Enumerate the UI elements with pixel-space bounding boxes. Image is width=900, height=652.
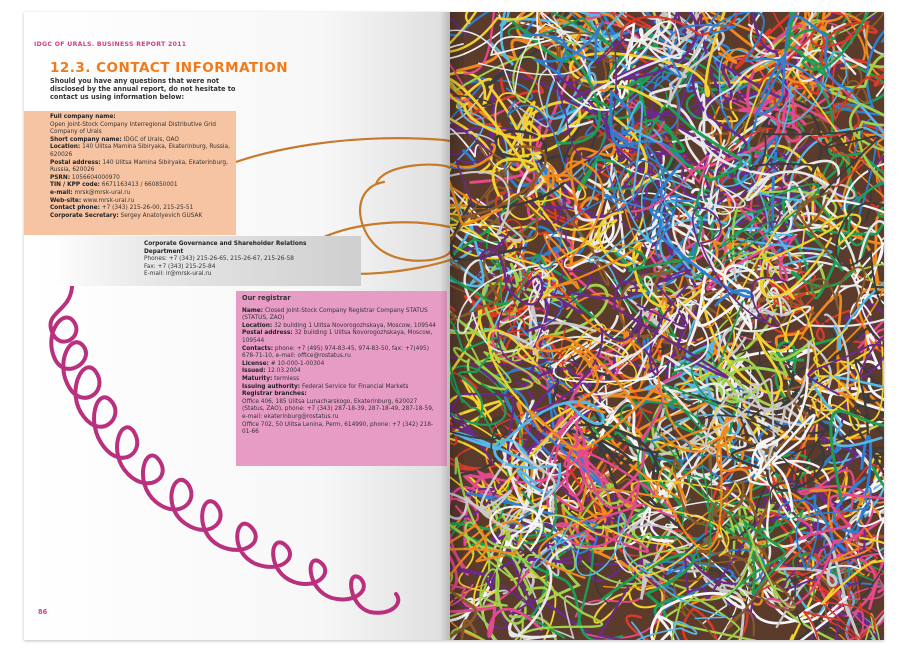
label: Contact phone:	[50, 205, 100, 212]
label: PSRN:	[50, 174, 71, 181]
label: Issued:	[242, 368, 266, 375]
company-location: 140 Ulitsa Mamina Sibiryaka, Ekaterinburg, Russia, 620026	[50, 144, 230, 158]
label: Location:	[242, 322, 273, 329]
label: Maturity:	[242, 375, 273, 382]
company-tin: 6671163413 / 660850001	[101, 182, 178, 189]
label: Contacts:	[242, 345, 274, 352]
department-fax: Fax: +7 (343) 215-25-84	[144, 263, 216, 270]
label: Postal address:	[242, 330, 293, 337]
label: Postal address:	[50, 159, 101, 166]
company-postal: 140 Ulitsa Mamina Sibiryaka, Ekaterinburg, Russia, 620026	[50, 159, 228, 174]
company-phone: +7 (343) 215-26-00, 215-25-51	[101, 205, 194, 212]
label: License:	[242, 360, 269, 367]
registrar-authority: Federal Service for Financial Markets	[301, 383, 409, 390]
registrar-location: 32 building 1 Ulitsa Novorogozhskaya, Moscow, 109544	[274, 322, 436, 329]
company-psrn: 1056604000970	[71, 174, 120, 181]
registrar-branch-1: Office 406, 185 Ulitsa Lunacharskogo, Ekaterinburg, 620027 (Status, ZAO), phone: +7 (343) 287-18-39, 287-18-49, 287-18-59, e-mail: ekaterinburg@rostatus.ru	[242, 398, 434, 420]
registrar-box	[236, 291, 447, 466]
company-short-name: IDGC of Urals, OAO	[123, 136, 179, 143]
department-email[interactable]: E-mail: ir@mrsk-ural.ru	[144, 271, 212, 278]
company-email[interactable]: mrsk@mrsk-ural.ru	[74, 189, 131, 196]
label: e-mail:	[50, 189, 73, 196]
corporate-secretary: Sergey Anatolyevich GUSAK	[120, 212, 203, 219]
label: Full company name:	[50, 114, 116, 120]
wire-strand	[450, 12, 466, 35]
label: Corporate Secretary:	[50, 212, 119, 219]
tangled-wires-image	[450, 12, 884, 640]
registrar-heading: Our registrar	[242, 294, 291, 302]
corporate-governance-box	[49, 236, 361, 286]
page-number: 86	[38, 608, 48, 616]
section-intro: Should you have any questions that were not disclosed by the annual report, do not hesitate to contact us using information below:	[50, 77, 236, 101]
wires-photo	[450, 12, 884, 640]
label: Location:	[50, 144, 81, 151]
label: Registrar branches:	[242, 391, 307, 398]
department-phones: Phones: +7 (343) 215-26-65, 215-26-67, 215-26-58	[144, 256, 294, 263]
section-title: 12.3. CONTACT INFORMATION	[50, 60, 288, 76]
registrar-postal: 32 building 1 Ulitsa Novorogozhskaya, Moscow, 109544	[242, 330, 433, 344]
label: Web-site:	[50, 197, 82, 204]
label: Short company name:	[50, 136, 122, 143]
company-info-box	[24, 111, 236, 235]
registrar-branch-2: Office 702, 50 Ulitsa Lenina, Perm, 614990, phone: +7 (342) 218-01-66	[242, 421, 433, 436]
registrar-contacts: phone: +7 (495) 974-83-45, 974-83-50, fax: +7(495) 678-71-10, e-mail: office@rostatus.ru	[242, 345, 429, 360]
company-website[interactable]: www.mrsk-ural.ru	[82, 197, 135, 204]
department-title: Corporate Governance and Shareholder Relations Department	[144, 241, 307, 255]
report-header: IDGC OF URALS. BUSINESS REPORT 2011	[34, 41, 187, 48]
registrar-name: Closed Joint-Stock Company Registrar Company STATUS (STATUS, ZAO)	[242, 307, 428, 322]
registrar-issued: 12.03.2004	[267, 368, 301, 375]
label: Name:	[242, 307, 264, 314]
label: TIN / KPP code:	[50, 182, 100, 189]
registrar-license: # 10-000-1-00304	[270, 360, 325, 367]
registrar-maturity: termless	[274, 375, 300, 382]
company-full-name: Open Joint-Stock Company Interregional Distributive Grid Company of Urals	[50, 121, 216, 136]
label: Issuing authority:	[242, 383, 301, 390]
